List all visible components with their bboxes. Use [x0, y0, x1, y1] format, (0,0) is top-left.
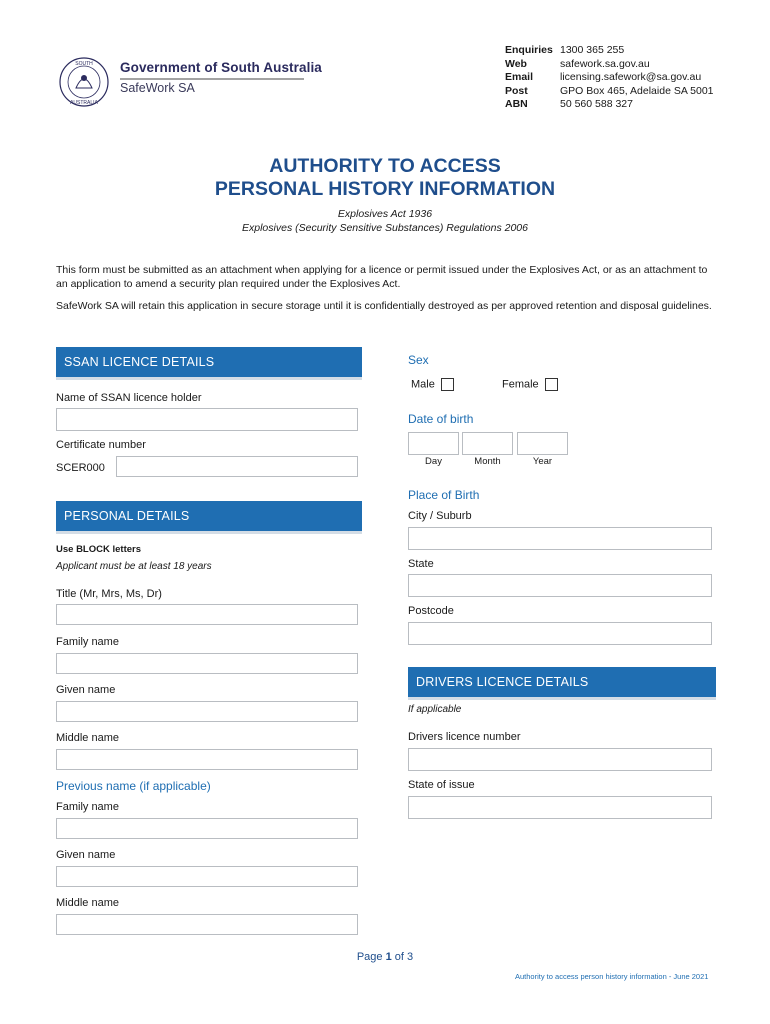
ssan-holder-label: Name of SSAN licence holder: [56, 392, 202, 404]
drivers-licence-number-input[interactable]: [408, 748, 712, 771]
block-letters-note: Use BLOCK letters: [56, 544, 141, 555]
svg-text:SOUTH: SOUTH: [75, 61, 93, 67]
female-checkbox[interactable]: [545, 378, 558, 391]
sa-government-logo: [58, 56, 322, 108]
subtitle-regulations: Explosives (Security Sensitive Substances) Regulations 2006: [242, 222, 528, 234]
page-total: of 3: [394, 951, 414, 963]
place-of-birth-heading: Place of Birth: [408, 488, 480, 502]
previous-given-name-input[interactable]: [56, 866, 358, 887]
agency-name: SafeWork SA: [120, 81, 195, 95]
contact-details: [505, 44, 714, 112]
logo-divider: [120, 78, 304, 80]
drivers-licence-note: If applicable: [408, 704, 462, 715]
contact-label: ABN: [505, 98, 528, 110]
title-label: Title (Mr, Mrs, Ms, Dr): [56, 588, 162, 600]
dob-day-input[interactable]: [408, 432, 459, 455]
previous-given-name-label: Given name: [56, 849, 116, 861]
state-of-issue-label: State of issue: [408, 779, 475, 791]
form-title-line2: PERSONAL HISTORY INFORMATION: [214, 178, 556, 200]
dob-month-label: Month: [474, 456, 501, 467]
dob-month-input[interactable]: [462, 432, 513, 455]
contact-label: Enquiries: [505, 44, 553, 56]
contact-value: 50 560 588 327: [560, 98, 633, 110]
personal-section-header: PERSONAL DETAILS: [56, 501, 362, 531]
sex-option-male: [411, 378, 454, 391]
intro-paragraph-2: SafeWork SA will retain this application in secure storage until it is confidentially destroyed as per approved retention and disposal guidelines.: [56, 300, 712, 312]
dob-year-label: Year: [532, 456, 553, 467]
contact-value: GPO Box 465, Adelaide SA 5001: [560, 84, 714, 97]
contact-label: Email: [505, 71, 534, 83]
contact-value: safework.sa.gov.au: [560, 57, 650, 70]
postcode-input[interactable]: [408, 622, 712, 645]
previous-family-name-input[interactable]: [56, 818, 358, 839]
contact-value: licensing.safework@sa.gov.au: [560, 71, 702, 83]
drivers-licence-section-header: DRIVERS LICENCE DETAILS: [408, 667, 716, 697]
svg-text:AUSTRALIA: AUSTRALIA: [70, 100, 98, 106]
state-seal-icon: [58, 56, 110, 108]
given-name-label: Given name: [56, 684, 116, 696]
city-suburb-input[interactable]: [408, 527, 712, 550]
given-name-input[interactable]: [56, 701, 358, 722]
certificate-prefix: SCER000: [56, 462, 105, 474]
previous-middle-name-input[interactable]: [56, 914, 358, 935]
page-prefix: Page: [356, 951, 383, 963]
family-name-input[interactable]: [56, 653, 358, 674]
postcode-label: Postcode: [408, 605, 454, 617]
sex-heading: Sex: [408, 353, 429, 367]
certificate-number-label: Certificate number: [56, 439, 146, 451]
previous-family-name-label: Family name: [56, 801, 119, 813]
government-name: Government of South Australia: [120, 60, 322, 75]
birth-state-label: State: [408, 558, 434, 570]
subtitle-act: Explosives Act 1936: [337, 208, 433, 220]
intro-paragraph-1: This form must be submitted as an attachment when applying for a licence or permit issued under the Explosives Act, or as an attachment to an application to amend a security plan required under the Explosives Act.: [56, 264, 708, 290]
dob-day-label: Day: [425, 456, 442, 467]
dob-year-input[interactable]: [517, 432, 568, 455]
birth-state-input[interactable]: [408, 574, 712, 597]
contact-row-web: [505, 58, 714, 72]
age-requirement-note: Applicant must be at least 18 years: [56, 561, 212, 572]
title-input[interactable]: [56, 604, 358, 625]
ssan-section-header: SSAN LICENCE DETAILS: [56, 347, 362, 377]
middle-name-label: Middle name: [56, 732, 119, 744]
contact-row-abn: [505, 98, 714, 112]
female-label: Female: [502, 378, 539, 391]
sex-option-female: [502, 378, 558, 391]
male-checkbox[interactable]: [441, 378, 454, 391]
male-label: Male: [411, 378, 435, 391]
middle-name-input[interactable]: [56, 749, 358, 770]
contact-row-post: [505, 85, 714, 99]
contact-row-enquiries: [505, 44, 714, 58]
contact-label: Web: [505, 57, 527, 70]
drivers-licence-number-label: Drivers licence number: [408, 731, 521, 743]
city-suburb-label: City / Suburb: [408, 510, 472, 522]
form-title: [0, 155, 770, 201]
form-title-line1: AUTHORITY TO ACCESS: [269, 155, 501, 177]
state-of-issue-input[interactable]: [408, 796, 712, 819]
contact-label: Post: [505, 84, 528, 97]
contact-row-email: [505, 71, 714, 85]
previous-name-heading: Previous name (if applicable): [56, 779, 211, 793]
form-subtitle: [0, 207, 770, 235]
page-indicator: [0, 951, 770, 963]
page-number: 1: [385, 951, 392, 963]
ssan-holder-input[interactable]: [56, 408, 358, 431]
dob-heading: Date of birth: [408, 412, 474, 426]
certificate-number-input[interactable]: [116, 456, 358, 477]
family-name-label: Family name: [56, 636, 119, 648]
contact-value: 1300 365 255: [560, 44, 625, 56]
footer-document-note: Authority to access person history information - June 2021: [515, 972, 709, 981]
previous-middle-name-label: Middle name: [56, 897, 119, 909]
